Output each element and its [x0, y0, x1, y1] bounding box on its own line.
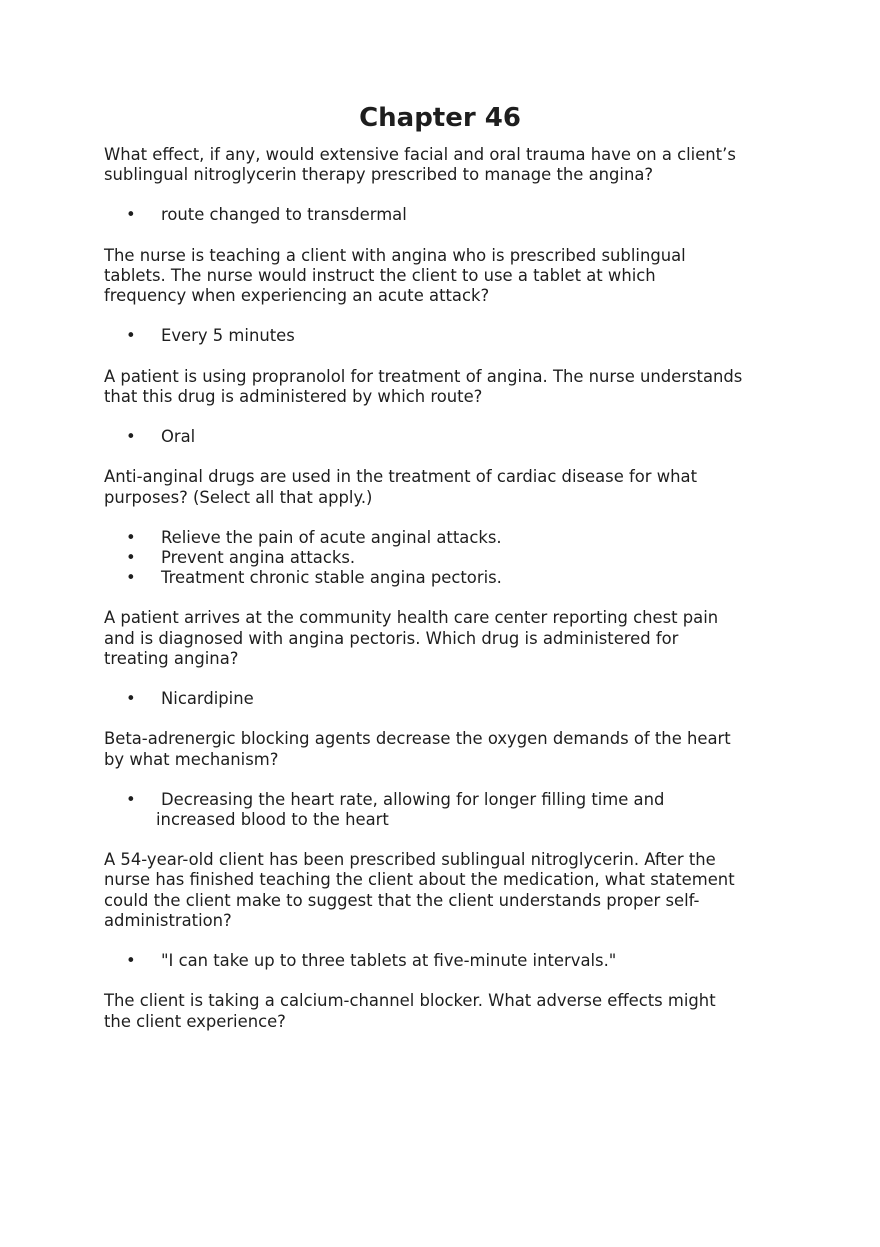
answer-item: [104, 548, 804, 568]
bullet-icon: •: [126, 326, 136, 346]
question-line: sublingual nitroglycerin therapy prescribed to manage the angina?: [104, 165, 654, 185]
answer-item: [104, 326, 804, 346]
question-line: What effect, if any, would extensive facial and oral trauma have on a client’s: [104, 145, 736, 164]
question-line: treating angina?: [104, 648, 239, 668]
question: [104, 246, 804, 306]
question-line: tablets. The nurse would instruct the client to use a tablet at which: [104, 265, 656, 285]
question-line: by what mechanism?: [104, 749, 279, 769]
answer-list: [104, 427, 804, 447]
bullet-icon: •: [126, 205, 136, 225]
answer-item: [104, 205, 804, 225]
answer-item: [104, 528, 804, 548]
question-line: Anti-anginal drugs are used in the treatment of cardiac disease for what: [104, 467, 698, 487]
question-line: Beta-adrenergic blocking agents decrease the oxygen demands of the heart: [104, 729, 731, 749]
answer-list: [104, 790, 804, 830]
question: [104, 145, 804, 185]
answer-list: [104, 951, 804, 971]
question-line: A 54-year-old client has been prescribed sublingual nitroglycerin. After the: [104, 850, 716, 870]
answer-item: [104, 951, 804, 971]
answer-text: increased blood to the heart: [156, 809, 389, 829]
question: [104, 608, 804, 668]
question: [104, 850, 804, 931]
answer-text: Relieve the pain of acute anginal attacks.: [161, 527, 502, 547]
question-line: frequency when experiencing an acute attack?: [104, 286, 490, 306]
question-line: purposes? (Select all that apply.): [104, 487, 373, 507]
answer-text: "I can take up to three tablets at five-minute intervals.": [161, 951, 617, 971]
answer-text: Treatment chronic stable angina pectoris.: [161, 568, 502, 588]
document-body: [104, 145, 804, 1052]
question: [104, 729, 804, 769]
question-line: The client is taking a calcium-channel blocker. What adverse effects might: [104, 991, 716, 1011]
answer-list: [104, 689, 804, 709]
answer-list: [104, 528, 804, 588]
bullet-icon: •: [126, 689, 136, 709]
question-line: that this drug is administered by which route?: [104, 386, 483, 406]
answer-text: Oral: [161, 427, 196, 447]
bullet-icon: •: [126, 951, 136, 971]
bullet-icon: •: [126, 789, 136, 809]
question-line: A patient is using propranolol for treatment of angina. The nurse understands: [104, 366, 743, 386]
question: [104, 467, 804, 507]
question-line: administration?: [104, 910, 232, 930]
answer-list: [104, 205, 804, 225]
bullet-icon: •: [126, 548, 136, 568]
answer-text: Nicardipine: [161, 689, 254, 709]
question-line: the client experience?: [104, 1011, 286, 1031]
answer-item: [104, 427, 804, 447]
bullet-icon: •: [126, 568, 136, 588]
answer-item: [104, 790, 804, 830]
question-line: could the client make to suggest that the client understands proper self-: [104, 890, 700, 910]
bullet-icon: •: [126, 527, 136, 547]
bullet-icon: •: [126, 427, 136, 447]
question-line: and is diagnosed with angina pectoris. Which drug is administered for: [104, 628, 679, 648]
question-line: The nurse is teaching a client with angina who is prescribed sublingual: [104, 245, 686, 265]
question: [104, 991, 804, 1031]
question-line: A patient arrives at the community health care center reporting chest pain: [104, 608, 719, 628]
question: [104, 367, 804, 407]
answer-text: Prevent angina attacks.: [161, 548, 356, 568]
answer-item: [104, 568, 804, 588]
answer-list: [104, 326, 804, 346]
question-line: nurse has finished teaching the client about the medication, what statement: [104, 870, 735, 890]
answer-item: [104, 689, 804, 709]
answer-text: Decreasing the heart rate, allowing for longer filling time and: [161, 789, 665, 809]
page-title: Chapter 46: [359, 103, 521, 133]
answer-text: route changed to transdermal: [161, 205, 407, 225]
answer-text: Every 5 minutes: [161, 326, 295, 346]
